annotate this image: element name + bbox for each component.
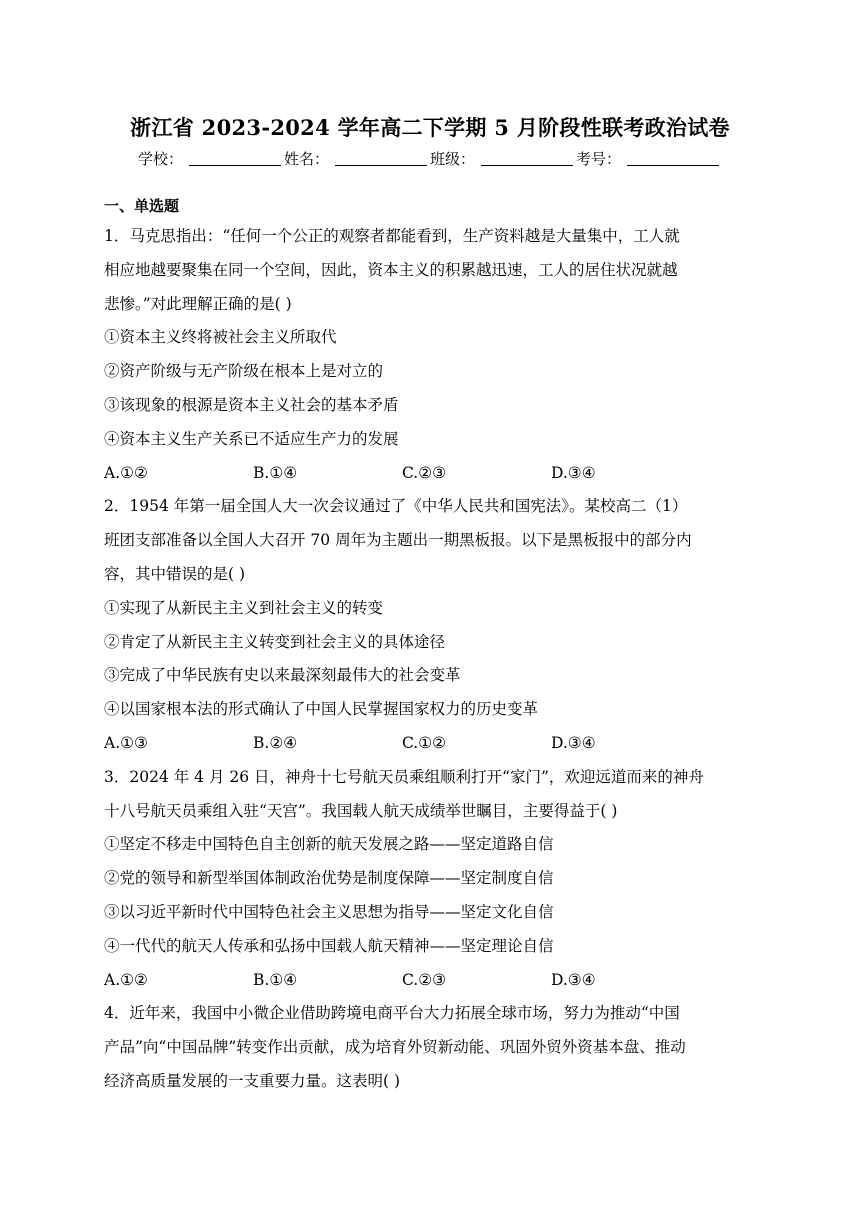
statement-item: ③以习近平新时代中国特色社会主义思想为指导——坚定文化自信 <box>104 902 554 921</box>
statement-item: ④以国家根本法的形式确认了中国人民掌握国家权力的历史变革 <box>104 700 539 719</box>
answer-options <box>104 457 754 491</box>
statement-item: ①资本主义终将被社会主义所取代 <box>104 328 337 347</box>
school-field <box>138 148 284 169</box>
option-a: A.①② <box>104 463 148 482</box>
option-c: C.②③ <box>402 970 447 989</box>
question-stem-line: 悲惨。”对此理解正确的是( ) <box>104 294 292 313</box>
option-b: B.①④ <box>253 463 298 482</box>
statement-item: ①坚定不移走中国特色自主创新的航天发展之路——坚定道路自信 <box>104 835 554 854</box>
statement-item: ④一代代的航天人传承和弘扬中国载人航天精神——坚定理论自信 <box>104 936 554 955</box>
question-3 <box>104 761 754 998</box>
question-stem-line: 经济高质量发展的一支重要力量。这表明( ) <box>104 1071 401 1090</box>
question-stem-line: 相应地越要聚集在同一个空间，因此，资本主义的积累越迅速，工人的居住状况就越 <box>104 260 678 279</box>
option-a: A.①② <box>104 970 148 989</box>
question-stem-line: 班团支部准备以全国人大召开 70 周年为主题出一期黑板报。以下是黑板报中的部分内 <box>104 531 692 550</box>
option-b: B.①④ <box>253 970 298 989</box>
page-title: 浙江省 2023-2024 学年高二下学期 5 月阶段性联考政治试卷 <box>130 115 730 140</box>
option-c: C.①② <box>402 733 447 752</box>
question-stem-line: 容，其中错误的是( ) <box>104 564 246 583</box>
name-blank <box>335 165 427 166</box>
exam-number-label: 考号： <box>576 150 622 168</box>
option-a: A.①③ <box>104 733 148 752</box>
question-stem-line: 4．近年来，我国中小微企业借助跨境电商平台大力拓展全球市场，努力为推动“中国 <box>104 1004 680 1023</box>
class-blank <box>481 165 573 166</box>
question-stem-line: 十八号航天员乘组入驻“天宫”。我国载人航天成绩举世瞩目，主要得益于( ) <box>104 801 618 820</box>
statement-item: ③完成了中华民族有史以来最深刻最伟大的社会变革 <box>104 666 461 685</box>
school-blank <box>189 165 281 166</box>
answer-options <box>104 964 754 998</box>
statement-item: ①实现了从新民主主义到社会主义的转变 <box>104 598 384 617</box>
student-info-line <box>0 148 860 169</box>
question-list <box>104 193 754 1099</box>
option-c: C.②③ <box>402 463 447 482</box>
name-label: 姓名： <box>283 150 329 168</box>
section-title: 一、单选题 <box>104 197 180 215</box>
question-4 <box>104 997 754 1098</box>
question-stem-line: 2．1954 年第一届全国人大一次会议通过了《中华人民共和国宪法》。某校高二（1） <box>104 497 688 516</box>
question-1 <box>104 220 754 490</box>
school-label: 学校： <box>137 150 183 168</box>
statement-item: ③该现象的根源是资本主义社会的基本矛盾 <box>104 395 399 414</box>
exam-number-field <box>576 148 722 169</box>
statement-item: ②党的领导和新型举国体制政治优势是制度保障——坚定制度自信 <box>104 869 554 888</box>
answer-options <box>104 727 754 761</box>
class-label: 班级： <box>430 150 476 168</box>
question-2 <box>104 490 754 760</box>
option-d: D.③④ <box>551 733 596 752</box>
option-b: B.②④ <box>253 733 298 752</box>
statement-item: ④资本主义生产关系已不适应生产力的发展 <box>104 429 399 448</box>
statement-item: ②肯定了从新民主主义转变到社会主义的具体途径 <box>104 632 446 651</box>
exam-number-blank <box>627 165 719 166</box>
question-stem-line: 1．马克思指出：“任何一个公正的观察者都能看到，生产资料越是大量集中，工人就 <box>104 227 680 245</box>
class-field <box>430 148 576 169</box>
option-d: D.③④ <box>551 970 596 989</box>
question-stem-line: 3．2024 年 4 月 26 日，神舟十七号航天员乘组顺利打开“家门”，欢迎远道而来的神舟 <box>104 767 704 786</box>
option-d: D.③④ <box>551 463 596 482</box>
question-stem-line: 产品”向“中国品牌”转变作出贡献，成为培育外贸新动能、巩固外贸外资基本盘、推动 <box>104 1038 686 1057</box>
name-field <box>284 148 430 169</box>
statement-item: ②资产阶级与无产阶级在根本上是对立的 <box>104 362 384 381</box>
